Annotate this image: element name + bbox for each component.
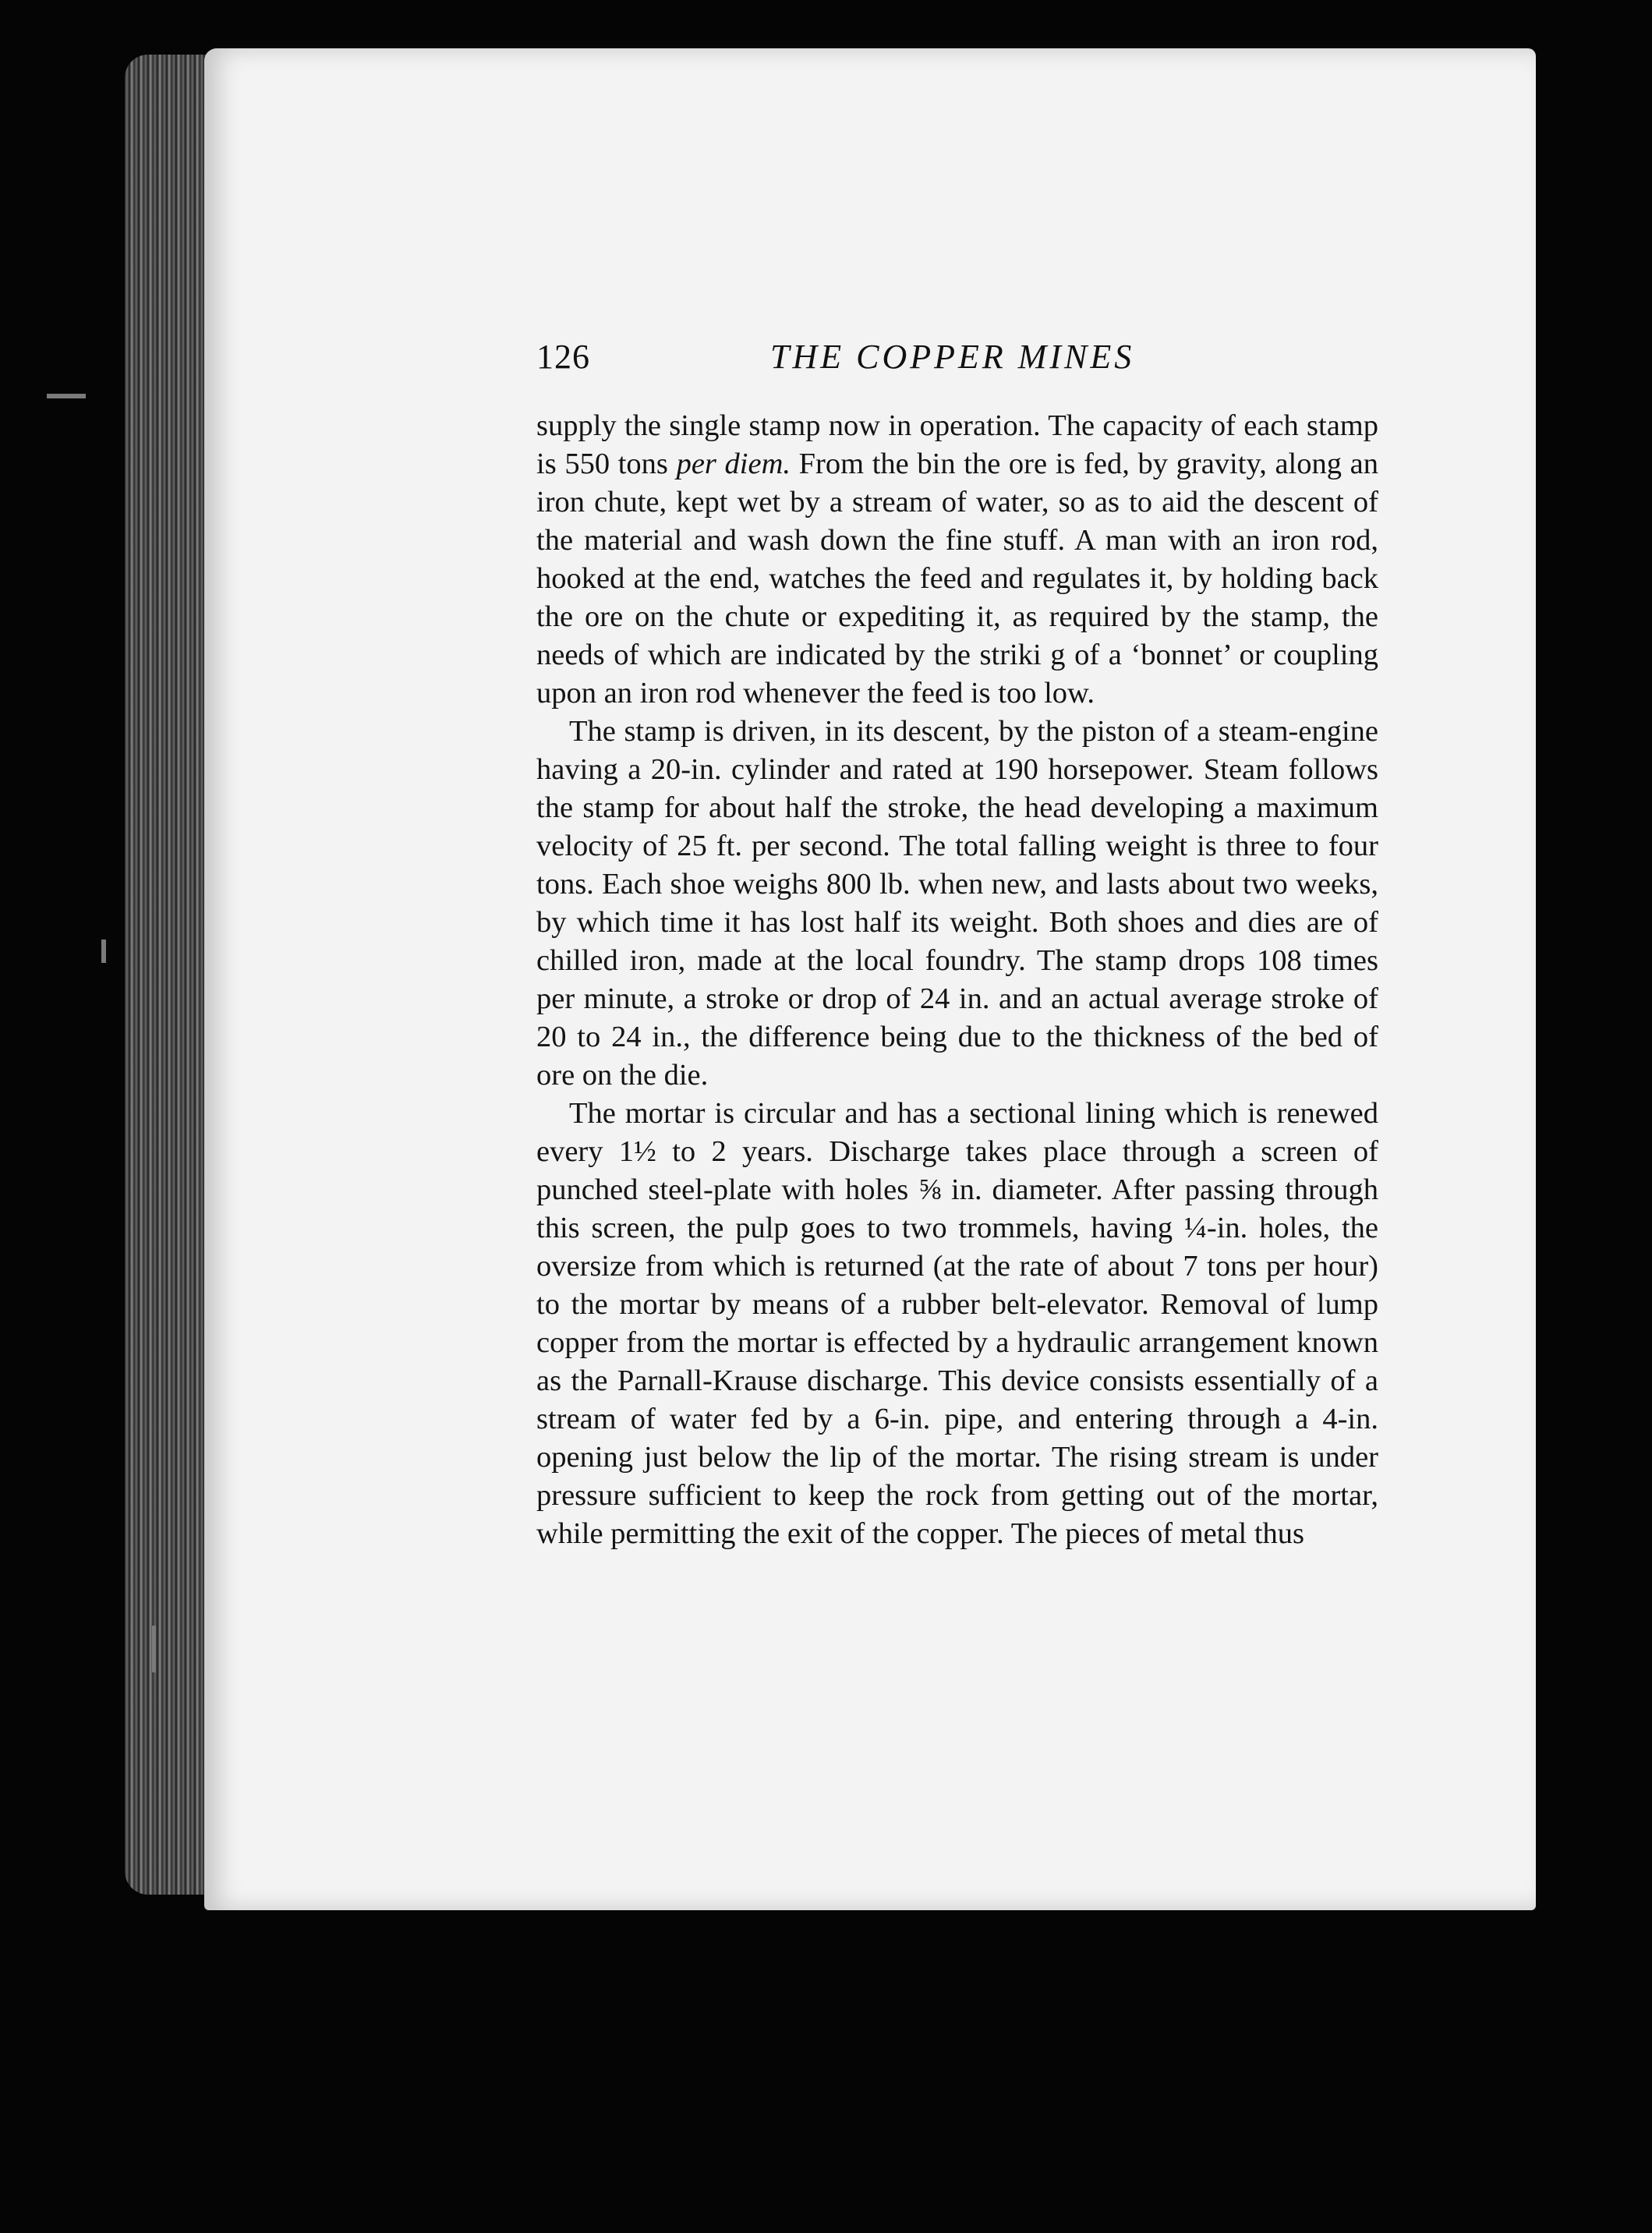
margin-mark — [101, 940, 106, 963]
book-spine-edge — [125, 55, 210, 1895]
paragraph-1-italic-per-diem: per diem. — [676, 448, 791, 480]
running-head — [536, 337, 1378, 391]
paragraph-1-text-a: supply the single stamp now in operation. The capacity of each stamp is 550 tons — [536, 409, 1378, 480]
running-title: THE COPPER MINES — [770, 338, 1135, 376]
margin-mark — [152, 1626, 156, 1672]
paragraph-1 — [536, 407, 1378, 713]
body-text — [536, 407, 1378, 1553]
margin-mark — [47, 394, 86, 398]
paragraph-3: The mortar is circular and has a sectional lining which is renewed every 1½ to 2 years. Discharge takes place through a screen of punched steel-plate with holes ⅝ in. diameter. After passing through this screen, the pulp goes to two trommels, having ¼-in. holes, the oversize from which is returned (at the rate of about 7 tons per hour) to the mortar by means of a rubber belt-elevator. Removal of lump copper from the mortar is effected by a hydraulic arrangement known as the Parnall-Krause discharge. This device consists essentially of a stream of water fed by a 6-in. pipe, and entering through a 4-in. opening just below the lip of the mortar. The rising stream is under pressure sufficient to keep the rock from getting out of the mortar, while permitting the exit of the copper. The pieces of metal thus — [536, 1097, 1378, 1550]
page-number: 126 — [536, 338, 590, 376]
paragraph-2: The stamp is driven, in its descent, by the piston of a steam-engine having a 20-in. cylinder and rated at 190 horsepower. Steam follows the stamp for about half the stroke, the head developing a maximum velocity of 25 ft. per second. The total falling weight is three to four tons. Each shoe weighs 800 lb. when new, and lasts about two weeks, by which time it has lost half its weight. Both shoes and dies are of chilled iron, made at the local foundry. The stamp drops 108 times per minute, a stroke or drop of 24 in. and an actual average stroke of 20 to 24 in., the difference being due to the thickness of the bed of ore on the die. — [536, 715, 1378, 1092]
paragraph-1-text-c: From the bin the ore is fed, by gravity, along an iron chute, kept wet by a stream of water, so as to aid the descent of the material and wash down the fine stuff. A man with an iron rod, hooked at the end, watches the feed and regulates it, by holding back the ore on the chute or expediting it, as required by the stamp, the needs of which are indicated by the striki g of a ‘bonnet’ or coupling upon an iron rod whenever the feed is too low. — [536, 448, 1378, 710]
